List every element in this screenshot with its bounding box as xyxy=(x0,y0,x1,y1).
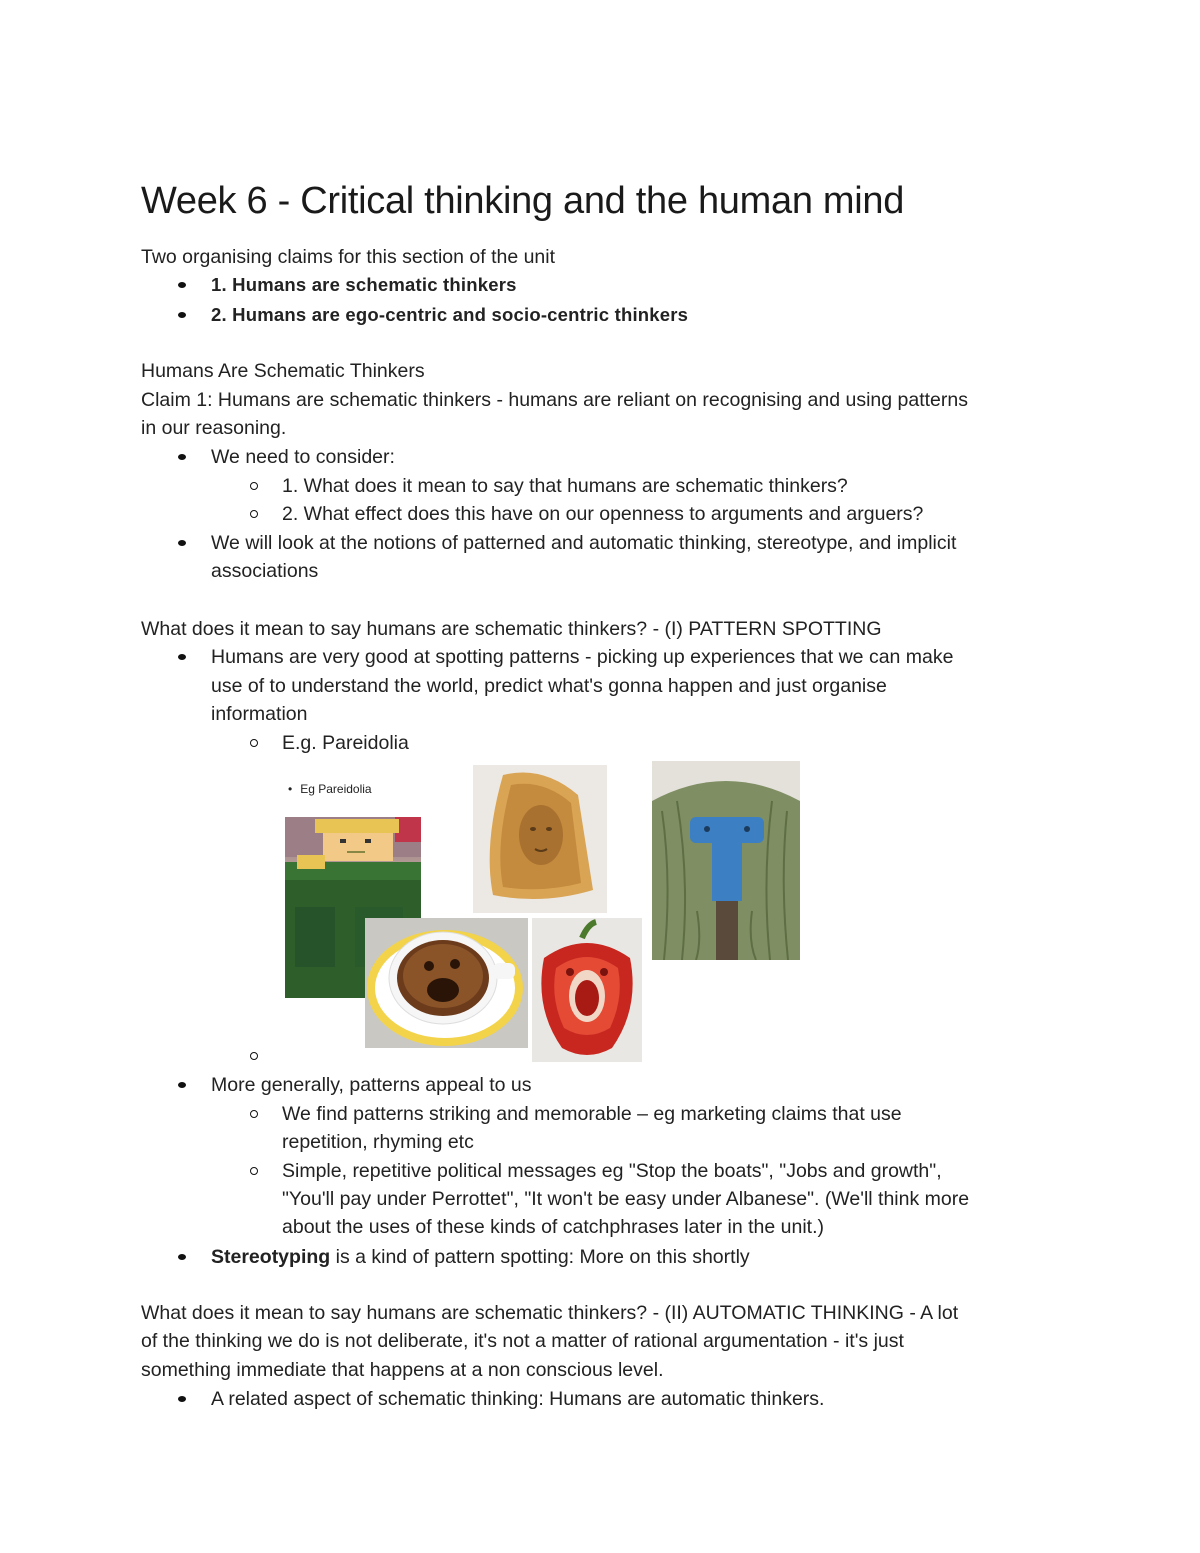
automatic-heading-line3: something immediate that happens at a non conscious level. xyxy=(141,1359,664,1381)
automatic-item: A related aspect of schematic thinking: Humans are automatic thinkers. xyxy=(211,1385,824,1414)
claim-1-text-line1: Claim 1: Humans are schematic thinkers - humans are reliant on recognising and using patterns xyxy=(141,389,968,411)
question-1: 1. What does it mean to say that humans are schematic thinkers? xyxy=(282,472,848,501)
mop-face-image xyxy=(652,761,800,960)
marketing-item-line2: repetition, rhyming etc xyxy=(282,1131,474,1153)
pattern-bullet-line1: Humans are very good at spotting patterns - picking up experiences that we can make xyxy=(211,643,954,672)
intro-text: Two organising claims for this section of the unit xyxy=(141,246,556,268)
pattern-bullet-line3: information xyxy=(211,703,308,725)
stereotyping-item xyxy=(211,1243,750,1272)
coffee-face-image xyxy=(365,918,528,1048)
political-item-line3: about the uses of these kinds of catchphrases later in the unit.) xyxy=(282,1216,824,1238)
claim-1-text-line2: in our reasoning. xyxy=(141,417,287,439)
look-item-line2: associations xyxy=(211,560,319,582)
toast-face-image xyxy=(473,765,607,913)
claim-2: 2. Humans are ego-centric and socio-centric thinkers xyxy=(211,301,688,330)
stereotyping-term: Stereotyping xyxy=(211,1246,331,1268)
look-item-line1: We will look at the notions of patterned and automatic thinking, stereotype, and implicit xyxy=(211,529,956,558)
section-heading-schematic: Humans Are Schematic Thinkers xyxy=(141,360,425,382)
political-item-line2: "You'll pay under Perrottet", "It won't be easy under Albanese". (We'll think more xyxy=(282,1188,970,1210)
political-item-line1: Simple, repetitive political messages eg "Stop the boats", "Jobs and growth", xyxy=(282,1157,942,1186)
consider-item: We need to consider: xyxy=(211,443,395,472)
marketing-item-line1: We find patterns striking and memorable – eg marketing claims that use xyxy=(282,1100,902,1129)
page-title: Week 6 - Critical thinking and the human mind xyxy=(141,180,905,222)
pattern-bullet-line2: use of to understand the world, predict what's gonna happen and just organise xyxy=(211,675,887,697)
stereotyping-rest: is a kind of pattern spotting: More on this shortly xyxy=(330,1246,750,1268)
automatic-heading-line1: What does it mean to say humans are schematic thinkers? - (II) AUTOMATIC THINKING - A lot xyxy=(141,1302,959,1324)
pareidolia-item: E.g. Pareidolia xyxy=(282,729,409,758)
automatic-heading-line2: of the thinking we do is not deliberate, it's not a matter of rational argumentation - it's just xyxy=(141,1330,904,1352)
question-2: 2. What effect does this have on our openness to arguments and arguers? xyxy=(282,500,923,529)
section-heading-pattern-spotting: What does it mean to say humans are schematic thinkers? - (I) PATTERN SPOTTING xyxy=(141,618,882,640)
collage-label: • Eg Pareidolia xyxy=(288,782,372,796)
pepper-face-image xyxy=(532,918,642,1062)
patterns-appeal-item: More generally, patterns appeal to us xyxy=(211,1071,532,1100)
claim-1: 1. Humans are schematic thinkers xyxy=(211,271,517,300)
